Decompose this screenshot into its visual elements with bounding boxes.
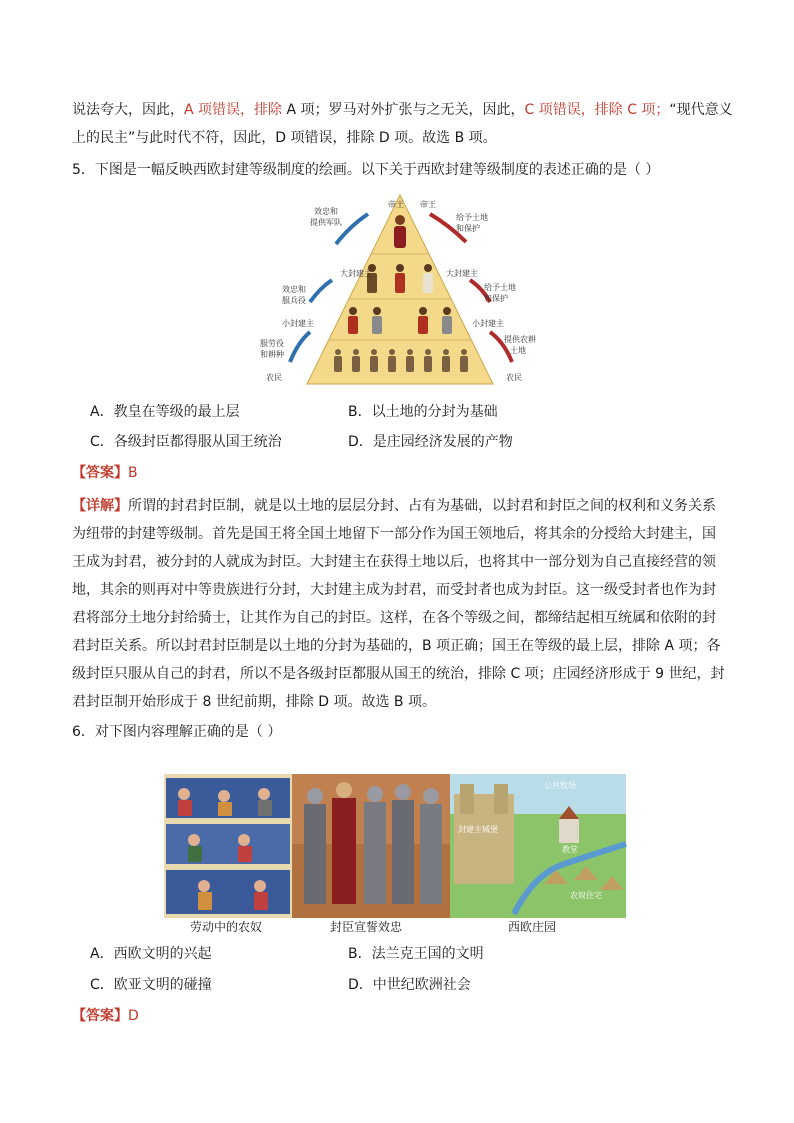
q5-answer	[72, 463, 722, 483]
king-figure	[394, 215, 406, 248]
label-grant-land-4: 和保护	[484, 294, 508, 303]
explanation-line-1	[72, 100, 733, 120]
q6-option-d: D．中世纪欧洲社会	[348, 977, 471, 993]
label-peasant-left: 农民	[266, 373, 282, 382]
q5-detail-line-2: 为纽带的封建等级制。首先是国王将全国土地留下一部分作为国王领地后，将其余的分授给大封建主，国	[72, 526, 716, 542]
label-common-pasture: 公共牧场	[544, 781, 576, 790]
q5-option-a: A．教皇在等级的最上层	[90, 404, 240, 420]
label-castle: 封建主城堡	[458, 825, 498, 834]
explanation-text: A 项；罗马对外扩张与之无关，因此，	[282, 102, 525, 118]
q5-detail-line-8: 君封臣制开始形成于 8 世纪前期，排除 D 项。故选 B 项。	[72, 694, 436, 710]
caption-vassal-oath: 封臣宣誓效忠	[330, 920, 403, 934]
detail-text: 所谓的封君封臣制，就是以土地的层层分封、占有为基础，以封君和封臣之间的权利和义务关系	[128, 498, 716, 514]
serfs-labor-image	[164, 774, 292, 918]
up-arrow-icon	[310, 280, 332, 302]
caption-serfs-labor: 劳动中的农奴	[190, 920, 263, 934]
explanation-text: 说法夸大，因此，	[72, 102, 184, 118]
label-grant-land-3: 给予土地	[484, 283, 516, 292]
question-6-stem: 6．对下图内容理解正确的是（ ）	[72, 724, 282, 740]
question-5-stem: 5．下图是一幅反映西欧封建等级制度的绘画。以下关于西欧封建等级制度的表述正确的是（ ）	[72, 162, 660, 178]
answer-value: D	[128, 1008, 139, 1024]
label-grant-land-1: 给予土地	[456, 213, 488, 222]
detail-label: 【详解】	[72, 498, 128, 514]
explanation-line-2: 上的民主”与此时代不符，因此，D 项错误，排除 D 项。故选 B 项。	[72, 130, 497, 146]
label-church: 教堂	[562, 845, 578, 854]
q5-detail-line-7: 级封臣只服从自己的封君，所以不是各级封臣都服从国王的统治，排除 C 项；庄园经济形成于 9 世纪，封	[72, 666, 725, 682]
q6-option-c: C．欧亚文明的碰撞	[90, 977, 212, 993]
explanation-text: “现代意义	[669, 102, 733, 118]
q5-option-b: B．以土地的分封为基础	[348, 404, 498, 420]
feudal-hierarchy-figure	[260, 192, 540, 386]
label-small-lord-left: 小封建主	[282, 319, 314, 328]
label-peasant-right: 农民	[506, 373, 522, 382]
answer-label: 【答案】	[72, 1008, 128, 1024]
label-grant-land-2: 和保护	[456, 224, 480, 233]
q6-answer	[72, 1006, 722, 1026]
label-labor-farming-2: 和耕种	[260, 350, 284, 359]
label-emperor-right: 帝王	[420, 200, 436, 209]
explanation-red-text: C 项错误，排除 C 项；	[524, 102, 670, 118]
answer-value: B	[128, 465, 138, 481]
label-small-lord-right: 小封建主	[472, 319, 504, 328]
q5-detail-line-1	[72, 496, 722, 516]
q5-detail-line-3: 王成为封君，被分封的人就成为封臣。大封建主在获得土地以后，也将其中一部分划为自己直接经营的领	[72, 554, 716, 570]
label-great-lord-left: 大封建主	[340, 269, 372, 278]
label-labor-farming-1: 服劳役	[260, 339, 284, 348]
up-arrow-icon	[290, 332, 310, 362]
explanation-red-text: A 项错误，排除	[184, 102, 283, 118]
label-emperor-left: 帝王	[388, 200, 404, 209]
q5-detail-line-5: 君将部分土地分封给骑士，让其作为自己的封臣。这样，在各个等级之间，都缔结起相互统属和依附的封	[72, 610, 716, 626]
q5-option-c: C．各级封臣都得服从国王统治	[90, 434, 282, 450]
q6-option-a: A．西欧文明的兴起	[90, 946, 212, 962]
q6-option-b: B．法兰克王国的文明	[348, 946, 484, 962]
label-serf-houses: 农奴住宅	[570, 891, 602, 900]
caption-manor: 西欧庄园	[508, 920, 557, 934]
q5-detail-line-4: 地，其余的则再对中等贵族进行分封，大封建主成为封君，而受封者也成为封臣。这一级受封者也作为封	[72, 582, 716, 598]
answer-label: 【答案】	[72, 465, 128, 481]
vassal-oath-image	[292, 774, 450, 918]
q5-detail-line-6: 君封臣关系。所以封君封臣制是以土地的分封为基础的，B 项正确；国王在等级的最上层，排除 A 项；各	[72, 638, 721, 654]
q5-option-d: D．是庄园经济发展的产物	[348, 434, 513, 450]
label-provide-land-2: 土地	[510, 346, 526, 355]
label-loyalty-army-1: 效忠和	[314, 207, 338, 216]
medieval-images-figure	[164, 774, 626, 918]
label-loyalty-service-2: 服兵役	[282, 296, 306, 305]
label-loyalty-service-1: 效忠和	[282, 285, 306, 294]
label-loyalty-army-2: 提供军队	[310, 218, 342, 227]
label-provide-land-1: 提供农耕	[504, 335, 536, 344]
label-great-lord-right: 大封建主	[446, 269, 478, 278]
